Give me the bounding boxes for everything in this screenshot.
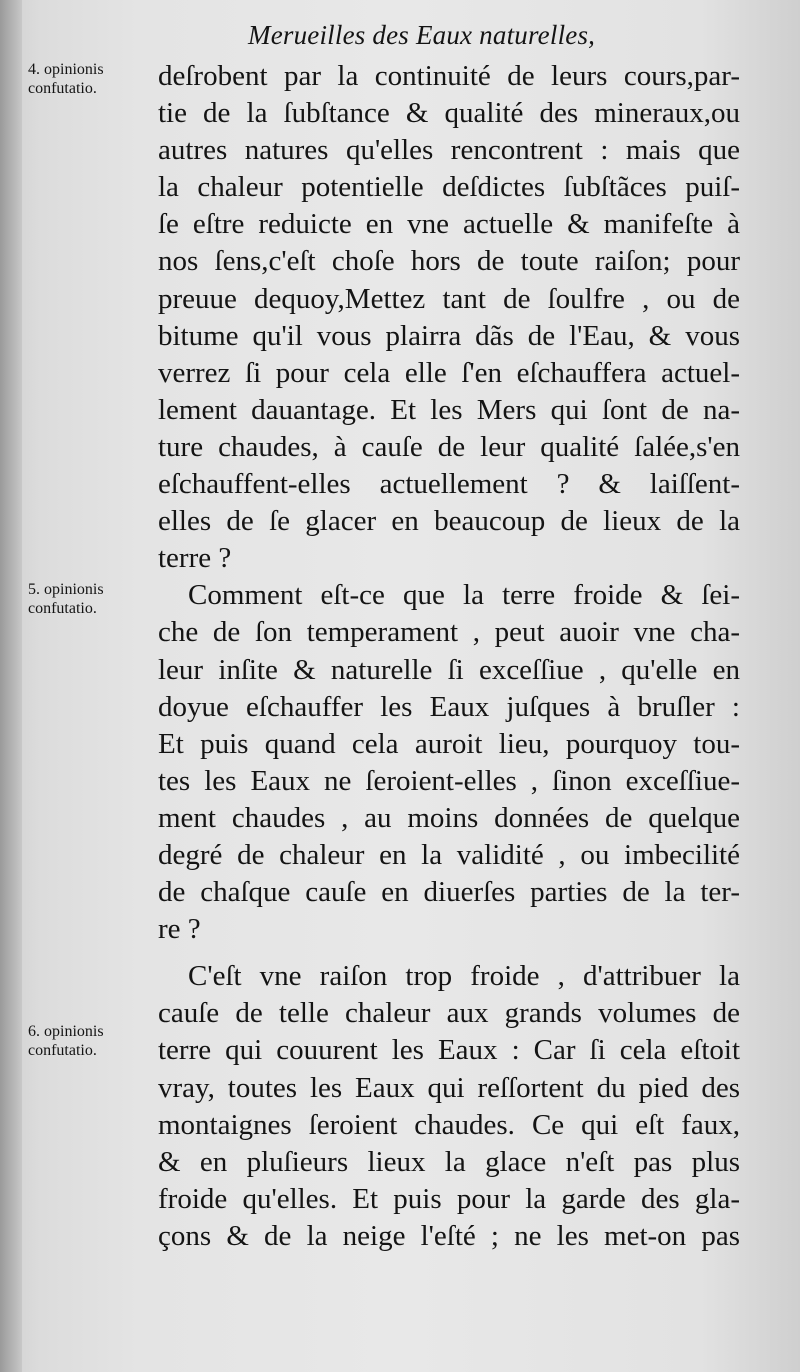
- paragraph-1: [158, 58, 740, 577]
- text-line: Comment eſt-ce que la terre froide & ſei-: [188, 579, 740, 612]
- margin-note-line: confutatio.: [28, 1042, 97, 1059]
- text-line: de chaſque cauſe en diuerſes parties de la ter-: [158, 876, 740, 909]
- paragraph-3: [158, 958, 740, 1255]
- text-line: elles de ſe glacer en beaucoup de lieux de la: [158, 505, 740, 538]
- text-line: lement dauantage. Et les Mers qui ſont de na-: [158, 393, 740, 426]
- text-line: montaignes ſeroient chaudes. Ce qui eſt faux,: [158, 1108, 740, 1141]
- paragraph-gap: [158, 948, 740, 958]
- text-line: eſchauffent-elles actuellement ? & laiſſent-: [158, 468, 740, 501]
- text-line: re ?: [158, 913, 201, 946]
- paragraph-2: [158, 577, 740, 948]
- text-line: la chaleur potentielle deſdictes ſubſtãces puiſ-: [158, 171, 740, 204]
- text-line: ſe eſtre reduicte en vne actuelle & manifeſte à: [158, 208, 740, 241]
- text-line: degré de chaleur en la validité , ou imbecilité: [158, 838, 740, 871]
- text-line: Et puis quand cela auroit lieu, pourquoy tou-: [158, 727, 740, 760]
- text-line: ture chaudes, à cauſe de leur qualité ſalée,s'en: [158, 430, 740, 463]
- text-line: terre ?: [158, 542, 232, 575]
- text-line: verrez ſi pour cela elle ſ'en eſchauffera actuel-: [158, 356, 740, 389]
- text-line: autres natures qu'elles rencontrent : mais que: [158, 134, 740, 167]
- margin-note-line: 4. opinionis: [28, 61, 104, 78]
- text-line: & en pluſieurs lieux la glace n'eſt pas plus: [158, 1145, 740, 1178]
- text-line: nos ſens,c'eſt choſe hors de toute raiſon; pour: [158, 245, 740, 278]
- margin-note-line: 5. opinionis: [28, 581, 104, 598]
- margin-note-line: confutatio.: [28, 80, 97, 97]
- text-line: doyue eſchauffer les Eaux juſques à bruſler :: [158, 690, 740, 723]
- text-line: cauſe de telle chaleur aux grands volumes de: [158, 997, 740, 1030]
- text-line: çons & de la neige l'eſté ; ne les met-on pas: [158, 1219, 740, 1252]
- text-line: ment chaudes , au moins données de quelque: [158, 801, 740, 834]
- margin-note-6: [28, 1022, 153, 1060]
- text-line: vray, toutes les Eaux qui reſſortent du pied des: [158, 1071, 740, 1104]
- text-line: tes les Eaux ne ſeroient-elles , ſinon exceſſiue-: [158, 764, 740, 797]
- text-line: terre qui couurent les Eaux : Car ſi cela eſtoit: [158, 1034, 740, 1067]
- text-line: leur inſite & naturelle ſi exceſſiue , qu'elle en: [158, 653, 740, 686]
- text-line: deſrobent par la continuité de leurs cours,par-: [158, 60, 740, 92]
- text-line: C'eſt vne raiſon trop froide , d'attribuer la: [188, 960, 740, 993]
- text-line: bitume qu'il vous plairra dãs de l'Eau, & vous: [158, 319, 740, 352]
- margin-note-4: [28, 60, 153, 98]
- margin-note-5: [28, 580, 153, 618]
- text-line: froide qu'elles. Et puis pour la garde des gla-: [158, 1182, 740, 1215]
- text-line: tie de la ſubſtance & qualité des mineraux,ou: [158, 97, 740, 130]
- running-title: Merueilles des Eaux naturelles,: [248, 20, 596, 50]
- text-line: preuue dequoy,Mettez tant de ſoulfre , ou de: [158, 282, 740, 315]
- margin-note-line: 6. opinionis: [28, 1023, 104, 1040]
- margin-note-line: confutatio.: [28, 600, 97, 617]
- body-text: [158, 58, 740, 1255]
- page-gutter: [0, 0, 22, 1372]
- text-line: che de ſon temperament , peut auoir vne cha-: [158, 616, 740, 649]
